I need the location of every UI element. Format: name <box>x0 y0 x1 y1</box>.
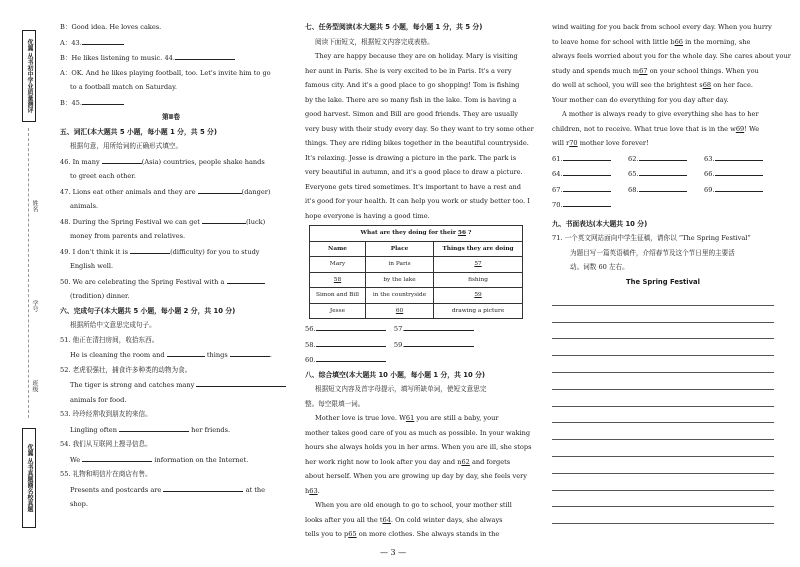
answer-blank[interactable] <box>639 166 687 176</box>
answer-blank[interactable] <box>82 95 124 105</box>
passage-line: A mother is always ready to give everything she has to her <box>562 110 759 118</box>
dialogue-line: B：Good idea. He loves cakes. <box>60 23 162 31</box>
answer-blank[interactable] <box>130 244 170 254</box>
passage-line: tells you to p65 on more clothes. She always stands in the <box>305 530 500 538</box>
passage-line: looks after you all the t64. On cold winter days, she always <box>305 515 503 524</box>
passage-line: good harvest. Simon and Bill are good friends. They are usually <box>305 110 519 118</box>
blank-70[interactable]: 70 <box>569 139 578 147</box>
writing-line <box>552 390 774 407</box>
table-cell <box>434 288 523 304</box>
table-cell: Mary <box>310 257 366 273</box>
blank-56[interactable]: 56 <box>457 230 466 236</box>
writing-prompt: 为题目写一篇英语稿件，介绍春节及这个节日里的主要活 <box>570 248 735 257</box>
passage-line: wind waiting for you back from school every day. When you hurry <box>552 23 772 31</box>
writing-area[interactable] <box>552 289 774 524</box>
binding-sidebar <box>0 0 40 567</box>
writing-line <box>552 457 774 474</box>
blank-69[interactable]: 69 <box>735 124 745 133</box>
writing-line <box>552 507 774 524</box>
answer-blank[interactable] <box>639 151 687 161</box>
blank-59[interactable]: 59 <box>474 292 482 298</box>
answer-blank[interactable] <box>230 347 270 357</box>
table-cell: by the lake <box>365 272 433 288</box>
question-text: shop. <box>70 500 88 508</box>
answer-blank[interactable] <box>563 166 611 176</box>
passage-line: Everyone gets tired sometimes. It's important to have a rest and <box>305 182 521 191</box>
passage-line: Your mother can do everything for you day after day. <box>552 95 729 104</box>
writing-prompt: 71. 一个英文网站面向中学生征稿，请你以 “The Spring Festival” <box>552 234 751 242</box>
question-55-answer: Presents and postcards are at the <box>60 482 282 498</box>
blank-67[interactable]: 67 <box>639 66 648 75</box>
passage-line: it's good for your health. It can help you work or study better too. I <box>305 197 530 205</box>
passage-line: Mother love is true love. W61 you are still a baby, your <box>315 414 499 422</box>
answer-row: 56. 57. <box>305 321 527 337</box>
answer-blank[interactable] <box>82 35 124 45</box>
passage-line: her aunt in Paris. She is very excited to be in Paris. It's a very <box>305 66 512 75</box>
passage-line: by the lake. There are so many fish in the lake. Tom is having a <box>305 95 517 104</box>
answer-blank[interactable] <box>163 482 243 492</box>
question-46: 46. In many (Asia) countries, people shake hands <box>60 154 282 170</box>
question-50: 50. We are celebrating the Spring Festival with a <box>60 274 282 290</box>
table-cell <box>310 272 366 288</box>
question-55: 55. 礼物和明信片在商店有售。 <box>60 470 152 478</box>
passage-line: hope everyone is having a good time. <box>305 211 430 220</box>
blank-63[interactable]: 63 <box>309 486 318 495</box>
task-table <box>309 225 523 319</box>
answer-blank[interactable] <box>404 337 474 347</box>
blank-61[interactable]: 61 <box>405 414 415 422</box>
writing-line <box>552 423 774 440</box>
passage-line: It's relaxing. Jesse is drawing a picture in the park. The park is <box>305 153 517 162</box>
logo-text-bottom: 优翼 丛书 <box>26 443 33 471</box>
logo-text-top: 优翼 丛书 <box>26 38 33 66</box>
blank-58[interactable]: 58 <box>333 276 342 283</box>
table-title: What are they doing for their 56 ? <box>310 226 523 242</box>
answer-item: 61. <box>552 151 622 167</box>
answer-blank[interactable] <box>175 50 235 60</box>
blank-65[interactable]: 65 <box>348 530 357 538</box>
writing-line <box>552 373 774 390</box>
part-title: 第Ⅱ卷 <box>161 113 181 121</box>
passage-line: hours she always holds you in her arms. When you are ill, she stops <box>305 443 532 451</box>
answer-blank[interactable] <box>563 151 611 161</box>
column-left <box>60 20 282 512</box>
table-cell: fishing <box>434 272 523 288</box>
question-51: 51. 他正在清扫房间，收拾东西。 <box>60 335 159 344</box>
passage-line: very busy with their study every day. So they want to try some other <box>305 124 534 133</box>
section-instruction: 阅读下面短文，根据短文内容完成表格。 <box>315 37 434 46</box>
blank-60[interactable]: 60 <box>395 307 404 314</box>
answer-blank[interactable] <box>316 321 386 331</box>
blank-68[interactable]: 68 <box>702 81 712 89</box>
answer-blank[interactable] <box>715 166 763 176</box>
essay-title: The Spring Festival <box>626 277 700 286</box>
blank-62[interactable]: 62 <box>461 457 470 466</box>
answer-item: 62. <box>628 151 698 167</box>
writing-line <box>552 474 774 491</box>
writing-line <box>552 440 774 457</box>
passage-line: They are happy because they are on holiday. Mary is visiting <box>315 52 518 60</box>
answer-blank[interactable] <box>227 274 265 284</box>
blank-64[interactable]: 64 <box>382 515 391 524</box>
answer-item: 65. <box>628 166 698 182</box>
table-row <box>310 303 523 319</box>
passage-line: very beautiful in autumn, and it's a good place to draw a picture. <box>305 168 523 176</box>
page-number: — 3 — <box>380 548 407 557</box>
writing-line <box>552 407 774 424</box>
section-heading: 九、书面表达(本大题共 10 分) <box>552 219 648 228</box>
answer-blank[interactable] <box>715 151 763 161</box>
table-cell: drawing a picture <box>434 303 523 319</box>
question-text: animals. <box>70 202 99 210</box>
answer-row: 58. 59. <box>305 337 527 353</box>
question-text: money from parents and relatives. <box>70 232 186 240</box>
section-heading: 六、完成句子(本大题共 5 小题，每小题 2 分，共 10 分) <box>60 306 236 315</box>
dialogue-line: A：OK. And he likes playing football, too. Let's invite him to go <box>60 68 271 77</box>
passage-line: her work right now to look after you day and n62 and forgets <box>305 457 511 466</box>
passage-line: When you are old enough to go to school, your mother still <box>315 501 512 509</box>
answer-blank[interactable] <box>102 154 142 164</box>
class-field-label: 班级 <box>31 380 38 392</box>
writing-line <box>552 491 774 508</box>
section-heading: 五、词汇(本大题共 5 小题，每小题 1 分，共 5 分) <box>60 127 217 136</box>
question-52: 52. 老虎很强壮，捕食许多种类的动物为食。 <box>60 365 192 374</box>
dialogue-line: to a football match on Saturday. <box>70 83 178 91</box>
passage-line: famous city. And it's a good place to go shopping! Tom is fishing <box>305 81 520 89</box>
answer-item: 63. <box>704 151 774 167</box>
question-text: to greet each other. <box>70 172 136 180</box>
answer-blank[interactable] <box>202 214 246 224</box>
cut-line <box>28 128 29 418</box>
dialogue-line: B：He likes listening to music. 44. <box>60 50 282 66</box>
answer-blank[interactable] <box>563 197 611 207</box>
answer-blank[interactable] <box>316 352 386 362</box>
question-48: 48. During the Spring Festival we can get (luck) <box>60 214 282 230</box>
answer-item: 68. <box>628 182 698 198</box>
writing-line <box>552 289 774 306</box>
question-51-answer: He is cleaning the room and things . <box>60 347 282 363</box>
section-heading: 八、综合填空(本大题共 10 小题，每小题 1 分，共 10 分) <box>305 370 485 379</box>
table-cell: Simon and Bill <box>310 288 366 304</box>
series-text-top: 初中学业质量测评 <box>26 65 33 114</box>
question-text: (tradition) dinner. <box>70 292 130 300</box>
answer-blank[interactable] <box>196 377 286 387</box>
passage-line: will r70 mother love forever! <box>552 139 649 147</box>
question-53-answer: Lingling often her friends. <box>60 422 282 438</box>
section-instruction: 整。每空限填一词。 <box>305 399 365 408</box>
column-right <box>552 20 791 524</box>
brand-text-bottom: 真题圈 <box>26 470 33 489</box>
name-field-label: 姓名 <box>31 200 38 212</box>
question-53: 53. 玲玲经常收到朋友的来信。 <box>60 410 152 418</box>
answer-blank[interactable] <box>639 182 687 192</box>
section-instruction: 根据所给中文意思完成句子。 <box>70 321 156 329</box>
writing-line <box>552 356 774 373</box>
writing-line <box>552 306 774 323</box>
table-cell: in Paris <box>365 257 433 273</box>
passage-line: always feels worried about you for the whole day. She cares about your <box>552 52 791 60</box>
dialogue-line: B：45. <box>60 95 282 111</box>
passage-line: children, not to receive. What true love that is in the w69! We <box>552 124 760 133</box>
answer-item: 69. <box>704 182 774 198</box>
passage-line: about herself. When you are growing up day by day, she feels very <box>305 472 527 480</box>
writing-line <box>552 339 774 356</box>
question-47: 47. Lions eat other animals and they are (danger) <box>60 184 282 200</box>
series-logo-bottom <box>22 428 36 528</box>
answer-blank[interactable] <box>316 337 386 347</box>
section-heading: 七、任务型阅读(本大题共 5 小题，每小题 1 分，共 5 分) <box>305 23 483 31</box>
answer-item: 64. <box>552 166 622 182</box>
column-middle <box>305 20 534 542</box>
table-row <box>310 257 523 273</box>
answer-item: 70. <box>552 197 622 213</box>
passage-line: to leave home for school with little b66 in the morning, she <box>552 37 751 46</box>
table-row <box>310 288 523 304</box>
question-54-answer: We information on the Internet. <box>60 452 282 468</box>
dialogue-line: A：43. <box>60 35 282 51</box>
answer-blank[interactable] <box>715 182 763 192</box>
question-54: 54. 我们从互联网上搜寻信息。 <box>60 440 152 448</box>
series-logo-top <box>22 30 36 122</box>
passage-line: mother takes good care of you as much as possible. In your waking <box>305 428 531 437</box>
answer-blank[interactable] <box>198 184 242 194</box>
passage-line: things. They are riding bikes together in the beautiful countryside. <box>305 139 529 147</box>
table-header: Name <box>310 241 366 257</box>
writing-line <box>552 323 774 340</box>
table-header: Place <box>365 241 433 257</box>
passage-line: study and spends much m67 on your school things. When you <box>552 66 759 75</box>
table-cell <box>434 257 523 273</box>
section-instruction: 根据句意，用所给词的正确形式填空。 <box>70 142 183 150</box>
passage-line: do well at school, you will see the brightest s68 on her face. <box>552 81 753 89</box>
blank-57[interactable]: 57 <box>474 261 482 267</box>
question-text: English well. <box>70 262 114 270</box>
table-header: Things they are doing <box>434 241 523 257</box>
answer-blank[interactable] <box>119 422 189 432</box>
passage-line: h63. <box>305 486 320 495</box>
answer-blank[interactable] <box>404 321 474 331</box>
question-49: 49. I don't think it is (difficulty) for you to study <box>60 244 282 260</box>
answer-blank[interactable] <box>563 182 611 192</box>
table-cell: in the countryside <box>365 288 433 304</box>
answer-item: 66. <box>704 166 774 182</box>
series-text-bottom: 名校真题 <box>26 488 33 513</box>
table-cell: Jesse <box>310 303 366 319</box>
answer-blank[interactable] <box>82 452 152 462</box>
writing-prompt: 动。词数 60 左右。 <box>570 263 629 271</box>
answer-blank[interactable] <box>167 347 205 357</box>
answer-row: 60. <box>305 352 527 368</box>
section-instruction: 根据短文内容及首字母提示，填写所缺单词，使短文意思完 <box>315 385 487 393</box>
answer-grid <box>552 151 774 213</box>
answer-item: 67. <box>552 182 622 198</box>
question-text: animals for food. <box>70 395 127 404</box>
table-row <box>310 272 523 288</box>
blank-66[interactable]: 66 <box>674 37 683 46</box>
id-field-label: 学号 <box>31 300 38 312</box>
table-cell <box>365 303 433 319</box>
question-52-answer: The tiger is strong and catches many <box>60 377 282 393</box>
